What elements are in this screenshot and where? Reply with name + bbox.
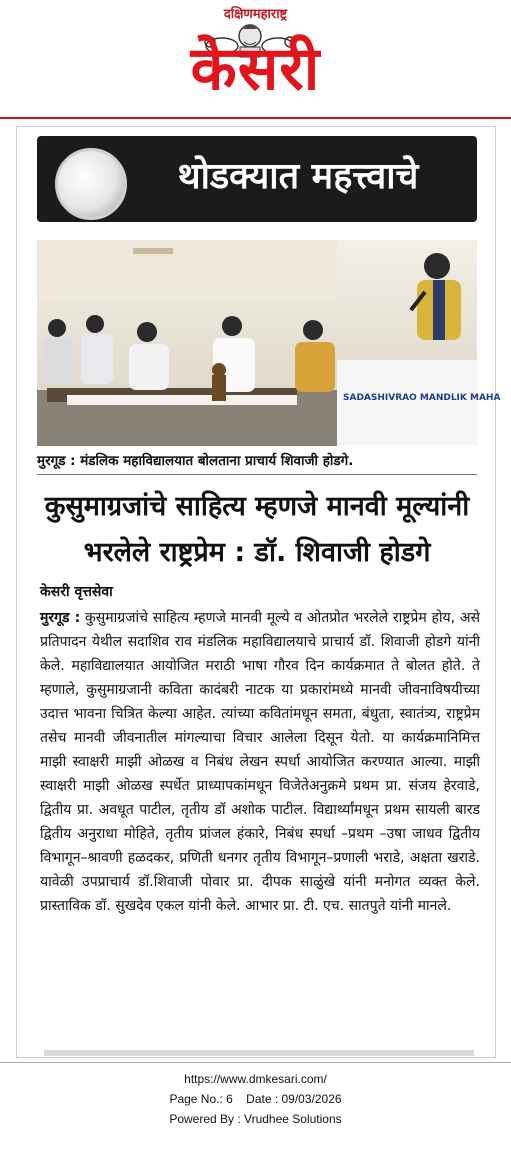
article-dateline: मुरगूड : <box>40 610 81 626</box>
caption-divider <box>37 474 477 475</box>
article-text: कुसुमाग्रजांचे साहित्य म्हणजे मानवी मूल्ये व ओतप्रोत भरलेले राष्ट्रप्रेम होय, असे प्रतिपादन येथील सदाशिव राव मंडलिक महाविद्यालयाचे प्राचार्य डॉ. शिवाजी होडगे यांनी केले. महाविद्यालयात आयोजित मराठी भाषा गौरव दिन कार्यक्रमात ते बोलत होते. ते म्हणाले, कुसुमाग्रजानी कविता कादंबरी नाटक या प्रकारांमध्ये मानवी जीवनाविषयीच्या उदात्त भावना चित्रित केल्या आहेत. त्यांच्या कवितांमधून समता, बंधुता, स्वातंत्र्य, राष्ट्रप्रेम तसेच मानवी जीवनातील मांगल्याचा विचार आलेला दिसून येतो. या कार्यक्रमानिमित्त माझी स्वाक्षरी माझी ओळख व निबंध लेखन स्पर्धा आयोजित करण्यात आल्या. माझी स्वाक्षरी माझी ओळख स्पर्धेत प्राध्यापकांमधून विजेतेअनुक्रमे प्रथम प्रा. संजय हेरवाडे, द्वितीय प्रा. अवधूत पाटील, तृतीय डॉ अशोक पाटील. विद्यार्थ्यांमधून प्रथम सायली बारड द्वितीय अनुराधा मोहिते, तृतीय प्रांजल हंकारे, निबंध स्पर्धा –प्रथम –उषा जाधव द्वितीय विभागून–श्रावणी हळदकर, प्रणिती धनगर तृतीय विभागून–प्रणाली भराडे, अक्षता खराडे. यावेळी उपप्राचार्य डॉ.शिवाजी पोवार प्रा. दीपक साळुंखे यांनी मनोगत व्यक्त केले. प्रास्ताविक डॉ. सुखदेव एकल यांनी केले. आभार प्रा. टी. एच. सातपुते यांनी मानले. <box>40 610 481 914</box>
footer-powered-by: Powered By : Vrudhee Solutions <box>169 1112 342 1126</box>
event-photo <box>37 240 501 446</box>
masthead-title: केसरी <box>190 34 321 104</box>
byline: केसरी वृत्तसेवा <box>40 584 113 600</box>
footer <box>0 1069 511 1129</box>
photo-caption: मुरगूड : मंडलिक महाविद्यालयात बोलताना प्राचार्य शिवाजी होडगे. <box>37 453 354 469</box>
article-headline: कुसुमाग्रजांचे साहित्य म्हणजे मानवी मूल्यांनी भरलेले राष्ट्रप्रेम : डॉ. शिवाजी होडगे <box>44 491 470 568</box>
podium-text: SADASHIVRAO MANDLIK MAHA <box>343 393 501 403</box>
footer-url-link[interactable]: https://www.dmkesari.com/ <box>184 1072 327 1086</box>
masthead-divider <box>0 117 511 119</box>
footer-divider <box>0 1062 511 1063</box>
masthead <box>0 0 511 118</box>
footer-page-info: Page No.: 6 Date : 09/03/2026 <box>169 1092 342 1106</box>
next-article-edge <box>44 1050 474 1056</box>
article-body <box>40 606 480 918</box>
banner-circle-icon <box>55 148 127 220</box>
masthead-subtitle: दक्षिणमहाराष्ट्र <box>223 7 288 22</box>
section-banner-title: थोडक्यात महत्त्वाचे <box>177 156 419 197</box>
